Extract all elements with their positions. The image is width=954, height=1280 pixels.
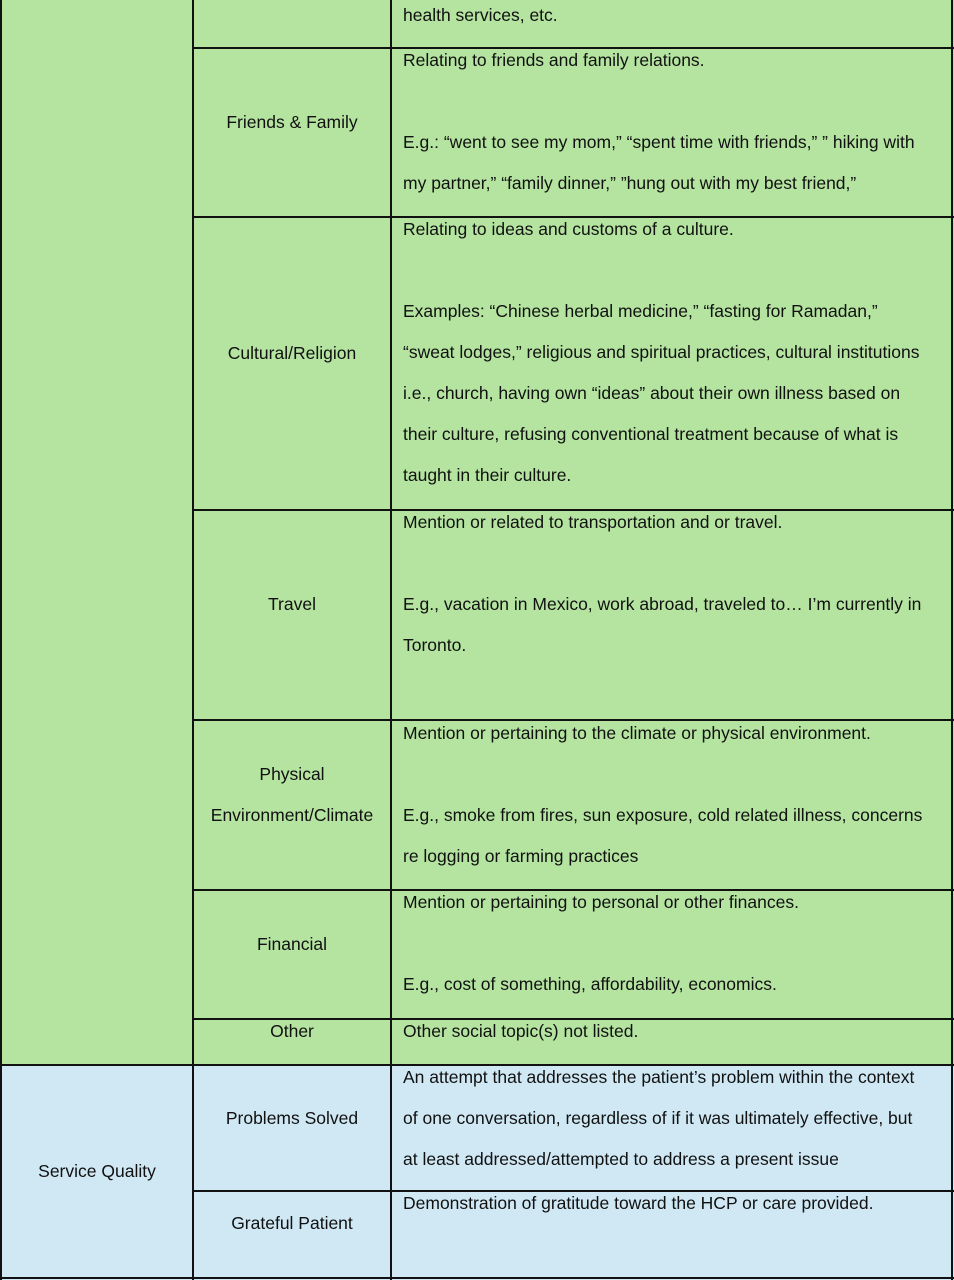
description-line: taught in their culture. xyxy=(403,465,572,485)
description-line: E.g.: “went to see my mom,” “spent time with friends,” ” hiking with xyxy=(403,132,915,152)
grateful-patient-description xyxy=(403,1183,943,1224)
problems-solved-description xyxy=(403,1057,943,1180)
subcategory-label: Financial xyxy=(256,934,328,954)
description-line: my partner,” “family dinner,” ”hung out with my best friend,” xyxy=(403,173,857,193)
description-line: re logging or farming practices xyxy=(403,846,639,866)
travel-description xyxy=(403,502,943,666)
description-line: Other social topic(s) not listed. xyxy=(403,1021,639,1041)
financial-subcategory xyxy=(194,924,390,965)
cultural-religion-subcategory xyxy=(194,333,390,374)
subcategory-label: Other xyxy=(270,1021,314,1041)
description-line: Demonstration of gratitude toward the HCP or care provided. xyxy=(403,1193,874,1213)
subcategory-label-line: Environment/Climate xyxy=(210,805,374,825)
description-line: An attempt that addresses the patient’s problem within the context xyxy=(403,1067,915,1087)
column-divider xyxy=(951,0,953,1280)
subcategory-label: Problems Solved xyxy=(225,1108,359,1128)
description-line: E.g., cost of something, affordability, economics. xyxy=(403,974,777,994)
description-line: their culture, refusing conventional treatment because of what is xyxy=(403,424,899,444)
description-line: health services, etc. xyxy=(403,5,558,25)
category-label: Service Quality xyxy=(38,1161,156,1181)
financial-description xyxy=(403,882,943,1005)
subcategory-label: Travel xyxy=(268,594,316,614)
description-line: Mention or pertaining to personal or other finances. xyxy=(403,892,799,912)
travel-subcategory xyxy=(194,584,390,625)
description-line: E.g., smoke from fires, sun exposure, cold related illness, concerns xyxy=(403,805,923,825)
description-line: Mention or pertaining to the climate or physical environment. xyxy=(403,723,871,743)
service-quality-category xyxy=(2,1066,192,1277)
description-line: Relating to ideas and customs of a culture. xyxy=(403,219,734,239)
problems-solved-subcategory xyxy=(194,1098,390,1139)
description-line: of one conversation, regardless of if it was ultimately effective, but xyxy=(403,1108,913,1128)
description-line: E.g., vacation in Mexico, work abroad, traveled to… I’m currently in xyxy=(403,594,922,614)
other-subcategory xyxy=(194,1011,390,1052)
other-description xyxy=(403,1011,943,1052)
subcategory-label: Cultural/Religion xyxy=(227,343,357,363)
description-line: Examples: “Chinese herbal medicine,” “fasting for Ramadan,” xyxy=(403,301,878,321)
description-line: Relating to friends and family relations. xyxy=(403,50,705,70)
top-description xyxy=(403,0,943,36)
description-line: i.e., church, having own “ideas” about their own illness based on xyxy=(403,383,901,403)
physical-environment-description xyxy=(403,713,943,877)
description-line: “sweat lodges,” religious and spiritual practices, cultural institutions xyxy=(403,342,920,362)
grateful-patient-subcategory xyxy=(194,1203,390,1244)
description-line: Mention or related to transportation and or travel. xyxy=(403,512,783,532)
physical-environment-subcategory xyxy=(194,754,390,836)
friends-family-description xyxy=(403,40,943,204)
subcategory-label-line: Physical xyxy=(259,764,325,784)
subcategory-label: Friends & Family xyxy=(226,112,358,132)
description-line: at least addressed/attempted to address a present issue xyxy=(403,1149,839,1169)
column-divider xyxy=(192,0,194,1280)
cultural-religion-description xyxy=(403,209,943,496)
friends-family-subcategory xyxy=(194,102,390,143)
subcategory-label: Grateful Patient xyxy=(231,1213,353,1233)
table-bottom-border xyxy=(0,1277,954,1279)
column-divider xyxy=(390,0,392,1280)
description-line: Toronto. xyxy=(403,635,467,655)
